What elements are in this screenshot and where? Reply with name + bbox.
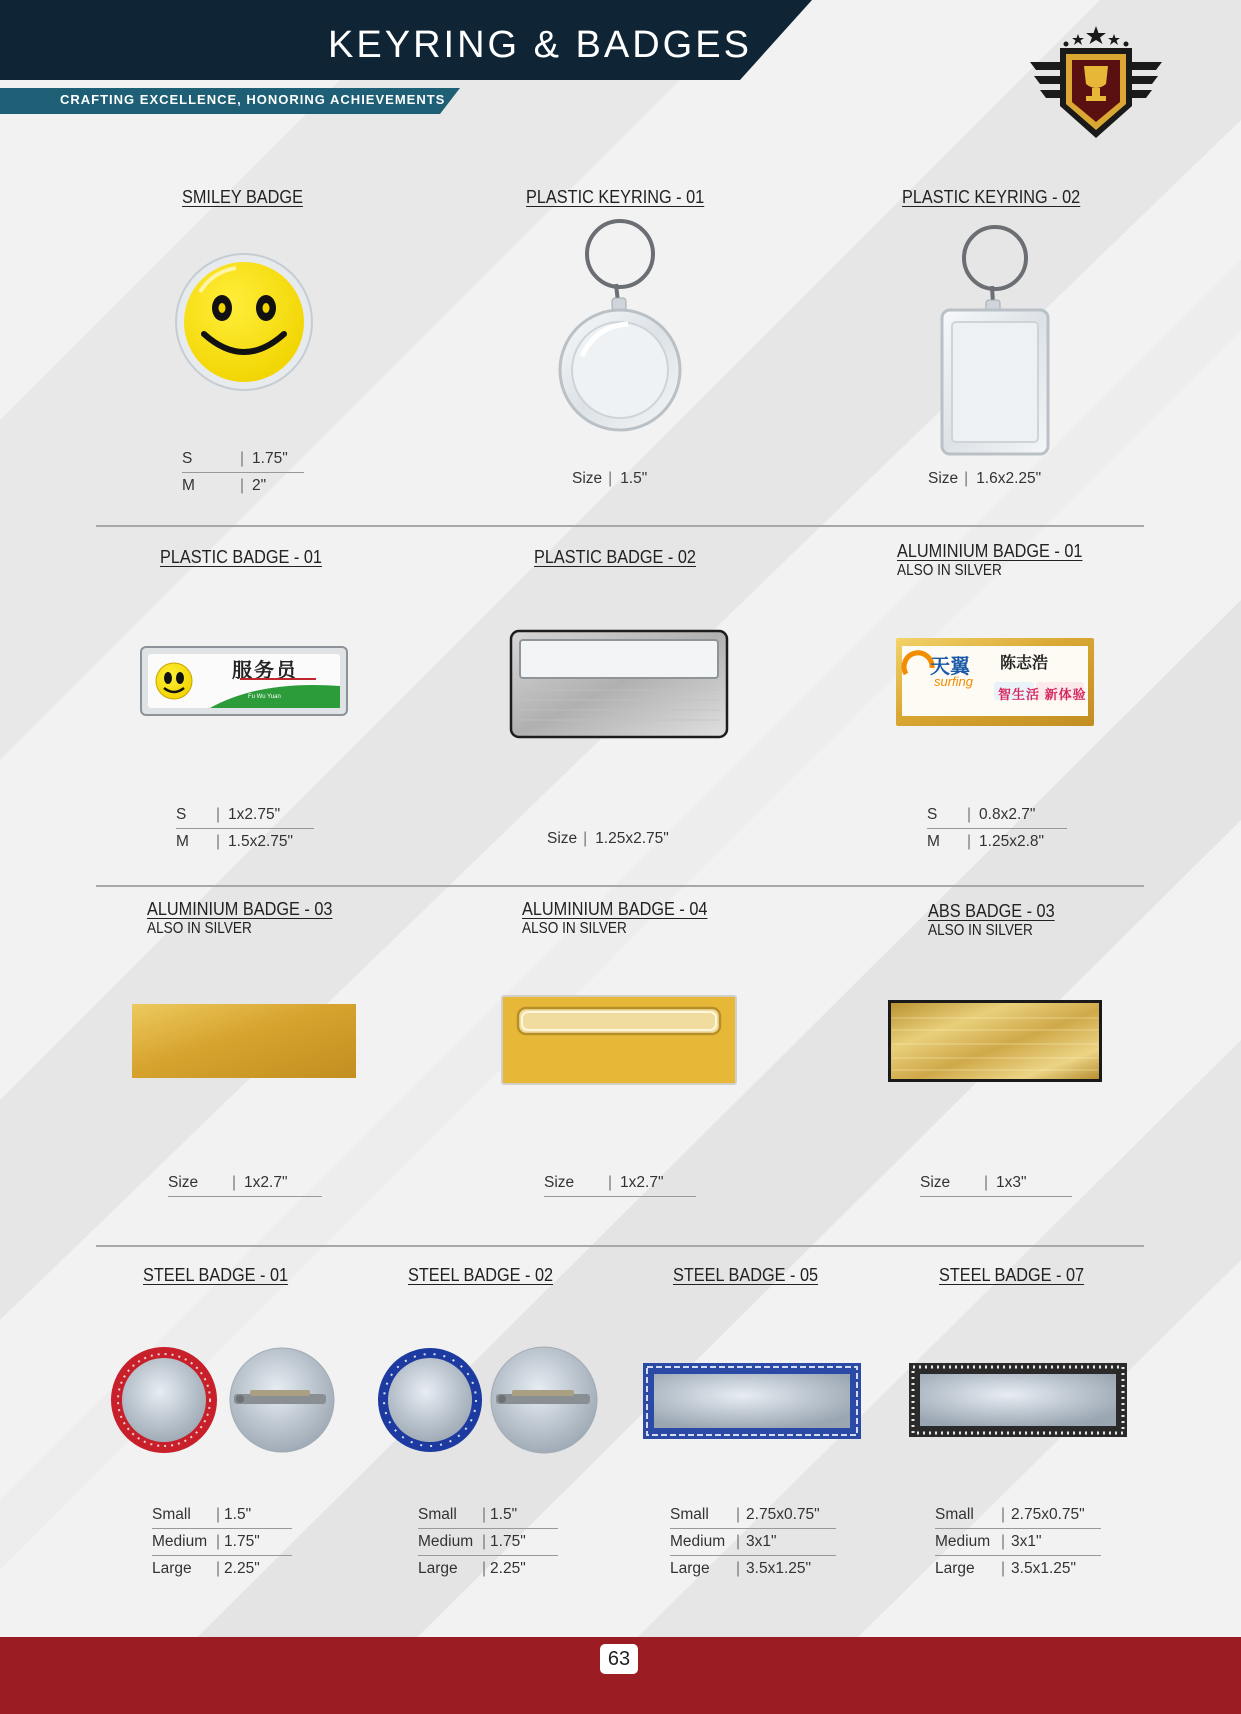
- badge-brand-text: 天翼: [930, 656, 970, 678]
- steel-badge-01-title: STEEL BADGE - 01: [143, 1264, 289, 1285]
- badge-promo-text: 智生活 新体验: [998, 687, 1087, 702]
- gold-window-badge-icon: [502, 996, 736, 1084]
- size-value: 3.5x1.25": [746, 1560, 811, 1577]
- page-number: 63: [600, 1644, 638, 1674]
- size-row: Small | 2.75x0.75": [670, 1502, 836, 1529]
- size-row: Size | 1.25x2.75": [547, 830, 669, 847]
- size-value: 1.75": [490, 1533, 526, 1550]
- badge-brand-en-text: surfing: [934, 674, 974, 689]
- size-label: Small: [152, 1506, 191, 1523]
- plastic-keyring-01-sizes: [572, 466, 647, 492]
- steel-badge-07-sizes: [935, 1502, 1101, 1582]
- steel-badge-01-sizes: [152, 1502, 292, 1582]
- gold-plate-icon: [132, 1004, 356, 1078]
- steel-badge-05-title: STEEL BADGE - 05: [673, 1264, 819, 1285]
- smiley-badge-icon: [172, 252, 316, 392]
- size-label: Medium: [935, 1533, 991, 1550]
- size-value: 3x1": [746, 1533, 777, 1550]
- size-value: 2.75x0.75": [746, 1506, 820, 1523]
- size-label: Medium: [670, 1533, 726, 1550]
- round-steel-badge-blue-icon: [376, 1346, 600, 1456]
- size-row: Medium | 3x1": [670, 1529, 836, 1556]
- aluminium-badge-03-sizes: [168, 1170, 322, 1197]
- size-row: Size | 1.6x2.25": [928, 470, 1042, 487]
- size-row: S | 1x2.75": [176, 802, 314, 829]
- aluminium-badge-01-subtitle: ALSO IN SILVER: [897, 562, 1002, 579]
- round-steel-badge-red-icon: [110, 1346, 334, 1456]
- section-divider: [96, 1245, 1144, 1247]
- size-label: Medium: [418, 1533, 474, 1550]
- brushed-gold-badge-icon: [888, 1000, 1102, 1082]
- abs-badge-03-sizes: [920, 1170, 1072, 1197]
- size-label: Size: [928, 470, 959, 487]
- size-row: Medium | 3x1": [935, 1529, 1101, 1556]
- size-row: Size | 1x3": [920, 1170, 1072, 1197]
- badge-person-name: 陈志浩: [1000, 655, 1049, 672]
- smiley-badge-title: SMILEY BADGE: [182, 186, 303, 207]
- rect-steel-badge-blue-icon: [642, 1362, 862, 1440]
- size-label: Large: [152, 1560, 192, 1577]
- aluminium-badge-03-title: ALUMINIUM BADGE - 03: [147, 898, 333, 919]
- size-label: Size: [572, 470, 603, 487]
- section-divider: [96, 885, 1144, 887]
- size-label: S: [927, 806, 938, 823]
- size-row: Large | 2.25": [152, 1560, 260, 1577]
- aluminium-badge-04-subtitle: ALSO IN SILVER: [522, 920, 627, 937]
- size-value: 1x2.7": [244, 1174, 288, 1191]
- trophy-shield-logo-icon: [1030, 22, 1162, 144]
- size-value: 1.75": [252, 450, 288, 467]
- size-value: 1x2.7": [620, 1174, 664, 1191]
- size-row: M | 1.25x2.8": [927, 833, 1044, 850]
- plastic-badge-01-title: PLASTIC BADGE - 01: [160, 546, 322, 567]
- plastic-badge-02-title: PLASTIC BADGE - 02: [534, 546, 696, 567]
- size-row: S | 0.8x2.7": [927, 802, 1067, 829]
- size-row: S | 1.75": [182, 446, 304, 473]
- size-row: Size | 1x2.7": [544, 1170, 696, 1197]
- size-label: Large: [670, 1560, 710, 1577]
- size-row: Size | 1x2.7": [168, 1170, 322, 1197]
- size-row: Large | 3.5x1.25": [935, 1560, 1076, 1577]
- size-label: Size: [920, 1174, 951, 1191]
- steel-badge-05-sizes: [670, 1502, 836, 1582]
- size-value: 1.5": [620, 470, 648, 487]
- size-value: 2.25": [490, 1560, 526, 1577]
- size-label: Large: [935, 1560, 975, 1577]
- page-tagline: CRAFTING EXCELLENCE, HONORING ACHIEVEMENTS: [60, 92, 446, 107]
- rect-steel-badge-black-icon: [908, 1362, 1128, 1438]
- size-value: 1.5": [490, 1506, 518, 1523]
- badge-subtext: Fu Wu Yuan: [248, 694, 281, 700]
- size-row: Size | 1.5": [572, 470, 648, 487]
- abs-badge-03-subtitle: ALSO IN SILVER: [928, 922, 1033, 939]
- window-badge-icon: [510, 630, 728, 738]
- badge-name-text: 服务员: [232, 658, 298, 682]
- size-label: Size: [547, 830, 578, 847]
- aluminium-badge-01-title: ALUMINIUM BADGE - 01: [897, 540, 1083, 561]
- size-label: Large: [418, 1560, 458, 1577]
- size-label: M: [176, 833, 189, 850]
- plastic-badge-01-sizes: [176, 802, 314, 855]
- size-row: Medium | 1.75": [418, 1529, 558, 1556]
- size-label: Small: [670, 1506, 709, 1523]
- size-value: 2.25": [224, 1560, 260, 1577]
- size-value: 1.6x2.25": [976, 470, 1042, 487]
- size-value: 1.5x2.75": [228, 833, 293, 850]
- size-row: Medium | 1.75": [152, 1529, 292, 1556]
- aluminium-badge-04-title: ALUMINIUM BADGE - 04: [522, 898, 708, 919]
- size-value: 1.25x2.75": [595, 830, 669, 847]
- size-row: M | 1.5x2.75": [176, 833, 293, 850]
- size-row: M | 2": [182, 477, 267, 494]
- size-label: S: [176, 806, 187, 823]
- size-value: 2": [252, 477, 267, 494]
- size-value: 1x3": [996, 1174, 1027, 1191]
- page-title: KEYRING & BADGES: [328, 24, 752, 66]
- plastic-keyring-02-title: PLASTIC KEYRING - 02: [902, 186, 1081, 207]
- round-keyring-icon: [556, 224, 686, 440]
- aluminium-badge-04-sizes: [544, 1170, 696, 1197]
- size-label: Size: [168, 1174, 199, 1191]
- size-value: 1.5": [224, 1506, 252, 1523]
- plastic-badge-02-sizes: [547, 826, 669, 852]
- aluminium-badge-01-sizes: [927, 802, 1067, 855]
- abs-badge-03-title: ABS BADGE - 03: [928, 900, 1055, 921]
- badge-underline: [240, 678, 316, 680]
- size-row: Small | 1.5": [152, 1502, 292, 1529]
- aluminium-badge-frame: [896, 638, 1094, 726]
- plastic-keyring-01-title: PLASTIC KEYRING - 01: [526, 186, 705, 207]
- size-label: Medium: [152, 1533, 208, 1550]
- section-divider: [96, 525, 1144, 527]
- plastic-keyring-02-sizes: [928, 466, 1041, 492]
- steel-badge-07-title: STEEL BADGE - 07: [939, 1264, 1085, 1285]
- printed-aluminium-badge-icon: [896, 638, 1094, 726]
- steel-badge-02-sizes: [418, 1502, 558, 1582]
- size-label: S: [182, 450, 193, 467]
- plastic-badge-icon: [140, 646, 348, 716]
- aluminium-badge-03-subtitle: ALSO IN SILVER: [147, 920, 252, 937]
- size-label: Size: [544, 1174, 575, 1191]
- size-row: Small | 2.75x0.75": [935, 1502, 1101, 1529]
- size-label: M: [182, 477, 195, 494]
- size-row: Large | 3.5x1.25": [670, 1560, 811, 1577]
- size-label: M: [927, 833, 940, 850]
- size-value: 1.75": [224, 1533, 260, 1550]
- size-label: Small: [418, 1506, 457, 1523]
- size-value: 3x1": [1011, 1533, 1042, 1550]
- size-value: 1x2.75": [228, 806, 281, 823]
- size-value: 2.75x0.75": [1011, 1506, 1085, 1523]
- rectangular-keyring-icon: [938, 228, 1052, 458]
- size-row: Small | 1.5": [418, 1502, 558, 1529]
- size-value: 0.8x2.7": [979, 806, 1036, 823]
- smiley-badge-sizes: [182, 446, 304, 499]
- size-value: 3.5x1.25": [1011, 1560, 1076, 1577]
- size-row: Large | 2.25": [418, 1560, 526, 1577]
- size-value: 1.25x2.8": [979, 833, 1044, 850]
- steel-badge-02-title: STEEL BADGE - 02: [408, 1264, 554, 1285]
- size-label: Small: [935, 1506, 974, 1523]
